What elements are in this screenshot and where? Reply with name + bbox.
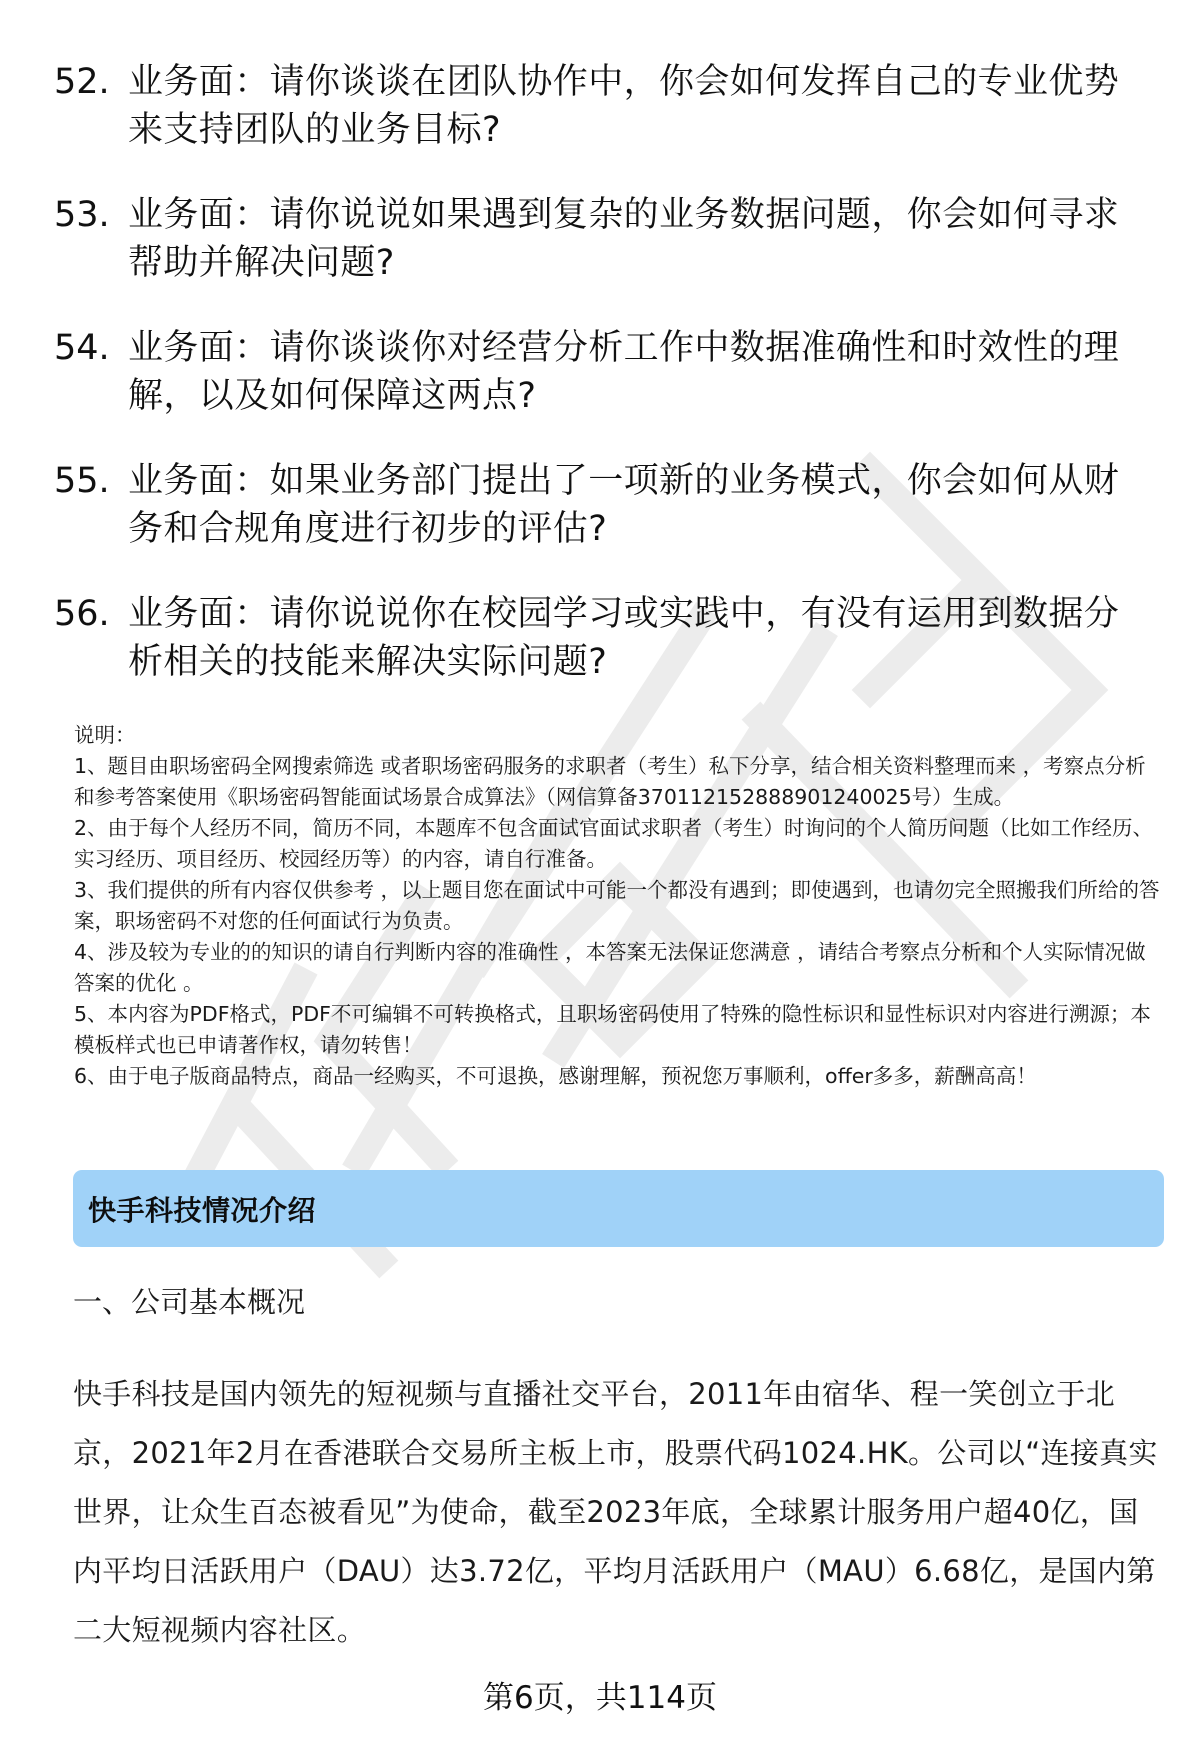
question-number: 52. bbox=[54, 62, 110, 102]
notes-title: 说明： bbox=[74, 723, 136, 747]
note-item: 5、本内容为PDF格式，PDF不可编辑不可转换格式，且职场密码使用了特殊的隐性标识和显性标识对内容进行溯源；本模板样式也已申请著作权，请勿转售！ bbox=[74, 1002, 1151, 1057]
question-text: 业务面：请你说说如果遇到复杂的业务数据问题，你会如何寻求帮助并解决问题? bbox=[128, 195, 1120, 283]
note-item: 6、由于电子版商品特点，商品一经购买，不可退换，感谢理解，预祝您万事顺利，offer多多，薪酬高高！ bbox=[74, 1064, 1037, 1088]
section-title: 快手科技情况介绍 bbox=[88, 1193, 317, 1227]
disclaimer-notes bbox=[74, 720, 1164, 1092]
page-indicator: 第6页，共114页 bbox=[483, 1680, 717, 1716]
question-list bbox=[54, 58, 1154, 723]
question-text: 业务面：如果业务部门提出了一项新的业务模式，你会如何从财务和合规角度进行初步的评估? bbox=[128, 461, 1120, 549]
question-text: 业务面：请你谈谈你对经营分析工作中数据准确性和时效性的理解，以及如何保障这两点? bbox=[128, 328, 1120, 416]
question-number: 56. bbox=[54, 594, 110, 634]
question-text: 业务面：请你谈谈在团队协作中，你会如何发挥自己的专业优势来支持团队的业务目标? bbox=[128, 62, 1120, 150]
question-item bbox=[54, 457, 1154, 553]
section-banner bbox=[73, 1170, 1164, 1247]
question-number: 54. bbox=[54, 328, 110, 368]
question-number: 55. bbox=[54, 461, 110, 501]
note-item: 3、我们提供的所有内容仅供参考 ，以上题目您在面试中可能一个都没有遇到；即使遇到，也请勿完全照搬我们所给的答案，职场密码不对您的任何面试行为负责。 bbox=[74, 878, 1160, 933]
note-item: 2、由于每个人经历不同，简历不同，本题库不包含面试官面试求职者（考生）时询问的个人简历问题（比如工作经历、实习经历、项目经历、校园经历等）的内容，请自行准备。 bbox=[74, 816, 1154, 871]
question-item bbox=[54, 590, 1154, 686]
question-number: 53. bbox=[54, 195, 110, 235]
note-item: 1、题目由职场密码全网搜索筛选 或者职场密码服务的求职者（考生）私下分享，结合相关资料整理而来 ，考察点分析和参考答案使用《职场密码智能面试场景合成算法》（网信算备370112152888901240025号）生成。 bbox=[74, 754, 1146, 809]
question-text: 业务面：请你说说你在校园学习或实践中，有没有运用到数据分析相关的技能来解决实际问题? bbox=[128, 594, 1120, 682]
company-overview-paragraph: 快手科技是国内领先的短视频与直播社交平台，2011年由宿华、程一笑创立于北京，2021年2月在香港联合交易所主板上市，股票代码1024.HK。公司以“连接真实世界，让众生百态被看见”为使命，截至2023年底，全球累计服务用户超40亿，国内平均日活跃用户（DAU）达3.72亿，平均月活跃用户（MAU）6.68亿，是国内第二大短视频内容社区。 bbox=[73, 1377, 1158, 1647]
question-item bbox=[54, 324, 1154, 420]
question-item bbox=[54, 58, 1154, 154]
subsection-heading: 一、公司基本概况 bbox=[73, 1285, 306, 1319]
question-item bbox=[54, 191, 1154, 287]
note-item: 4、涉及较为专业的的知识的请自行判断内容的准确性 ，本答案无法保证您满意 ，请结合考察点分析和个人实际情况做答案的优化 。 bbox=[74, 940, 1146, 995]
